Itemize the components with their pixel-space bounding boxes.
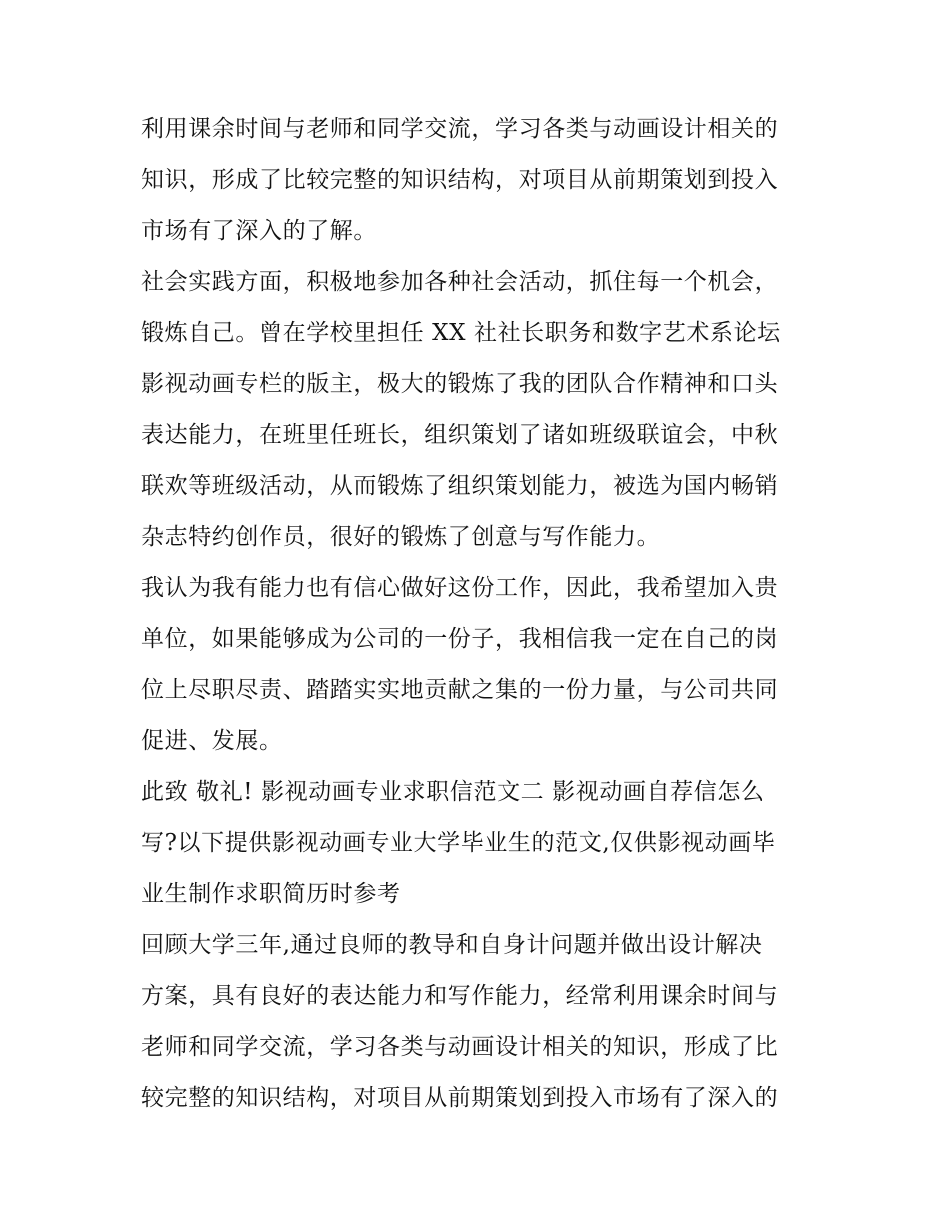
text-line: 市场有了深入的了解。 <box>141 218 377 244</box>
text-line: 单位，如果能够成为公司的一份子，我相信我一定在自己的岗 <box>141 626 779 652</box>
text-line: 业生制作求职简历时参考 <box>141 881 401 907</box>
text-line: 表达能力，在班里任班长，组织策划了诸如班级联谊会，中秋 <box>141 422 779 448</box>
text-line: 位上尽职尽责、踏踏实实地贡献之集的一份力量，与公司共同 <box>141 677 779 703</box>
text-line: 较完整的知识结构，对项目从前期策划到投入市场有了深入的 <box>141 1085 779 1111</box>
text-line: 利用课余时间与老师和同学交流，学习各类与动画设计相关的 <box>141 116 779 142</box>
document-body <box>141 104 821 1124</box>
text-line: 此致 敬礼! 影视动画专业求职信范文二 影视动画自荐信怎么 <box>141 779 765 805</box>
text-line: 方案，具有良好的表达能力和写作能力，经常利用课余时间与 <box>141 983 779 1009</box>
text-line: 写?以下提供影视动画专业大学毕业生的范文,仅供影视动画毕 <box>141 830 776 856</box>
text-line: 我认为我有能力也有信心做好这份工作，因此，我希望加入贵 <box>141 575 779 601</box>
text-line: 知识，形成了比较完整的知识结构，对项目从前期策划到投入 <box>141 167 779 193</box>
text-line: 杂志特约创作员，很好的锻炼了创意与写作能力。 <box>141 524 661 550</box>
text-line: 老师和同学交流，学习各类与动画设计相关的知识，形成了比 <box>141 1034 779 1060</box>
text-line: 锻炼自己。曾在学校里担任 XX 社社长职务和数字艺术系论坛 <box>141 320 781 346</box>
text-line: 促进、发展。 <box>141 728 283 754</box>
text-line: 影视动画专栏的版主，极大的锻炼了我的团队合作精神和口头 <box>141 371 779 397</box>
text-line: 回顾大学三年,通过良师的教导和自身计问题并做出设计解决 <box>141 932 763 958</box>
text-line: 社会实践方面，积极地参加各种社会活动，抓住每一个机会， <box>141 269 779 295</box>
text-line: 联欢等班级活动，从而锻炼了组织策划能力，被选为国内畅销 <box>141 473 779 499</box>
